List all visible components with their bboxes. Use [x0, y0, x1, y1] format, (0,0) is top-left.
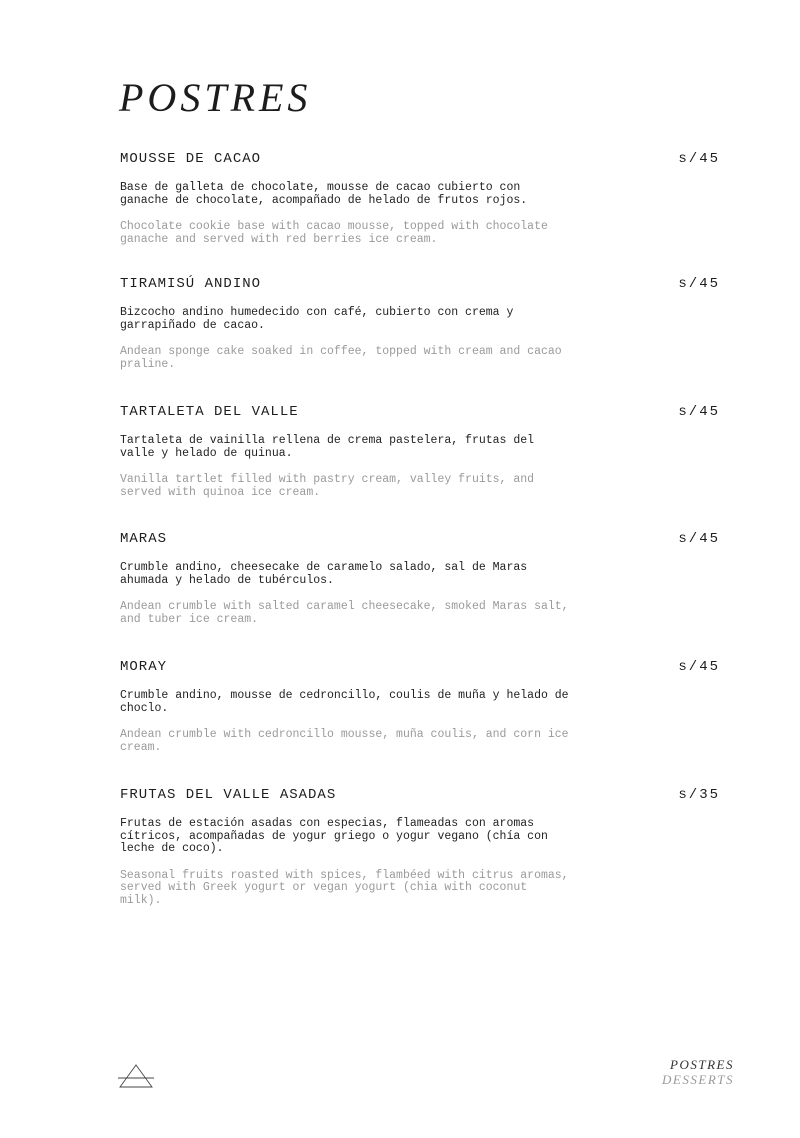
item-description-en: Andean sponge cake soaked in coffee, topped with cream and cacao praline. — [120, 345, 562, 371]
item-name: MORAY — [120, 659, 168, 675]
footer-label-es: POSTRES — [670, 1057, 734, 1072]
triangle-logo-icon — [118, 1063, 154, 1089]
footer-section-label — [662, 1057, 734, 1087]
menu-item — [120, 786, 720, 907]
item-name: MOUSSE DE CACAO — [120, 151, 262, 167]
item-name: TARTALETA DEL VALLE — [120, 404, 299, 420]
item-description-en: Andean crumble with cedroncillo mousse, muña coulis, and corn ice cream. — [120, 728, 569, 754]
item-description-es: Tartaleta de vainilla rellena de crema pastelera, frutas del valle y helado de quinua. — [120, 434, 535, 460]
item-description-es: Frutas de estación asadas con especias, flameadas con aromas cítricos, acompañadas de yogur griego o yogur vegano (chía con leche de coco). — [120, 817, 548, 855]
item-description-en: Andean crumble with salted caramel cheesecake, smoked Maras salt, and tuber ice cream. — [120, 600, 569, 626]
item-description-en: Chocolate cookie base with cacao mousse, topped with chocolate ganache and served with red berries ice cream. — [120, 220, 548, 246]
item-price: s/45 — [678, 659, 720, 675]
menu-item — [120, 275, 720, 371]
item-name: FRUTAS DEL VALLE ASADAS — [120, 787, 337, 803]
item-description-es: Base de galleta de chocolate, mousse de cacao cubierto con ganache de chocolate, acompañado de helado de frutos rojos. — [120, 181, 528, 207]
footer-label-en: DESSERTS — [662, 1072, 734, 1087]
menu-item — [120, 403, 720, 499]
item-price: s/45 — [678, 276, 720, 292]
page-title: POSTRES — [119, 75, 312, 120]
item-name: TIRAMISÚ ANDINO — [120, 276, 262, 292]
item-description-es: Bizcocho andino humedecido con café, cubierto con crema y garrapiñado de cacao. — [120, 306, 514, 332]
menu-item — [120, 530, 720, 626]
item-description-en: Seasonal fruits roasted with spices, flambéed with citrus aromas, served with Greek yogurt or vegan yogurt (chia with coconut milk). — [120, 868, 569, 907]
menu-item — [120, 658, 720, 754]
item-name: MARAS — [120, 531, 168, 547]
item-price: s/45 — [678, 404, 720, 420]
item-price: s/45 — [678, 531, 720, 547]
item-description-en: Vanilla tartlet filled with pastry cream, valley fruits, and served with quinoa ice cream. — [120, 473, 535, 499]
item-price: s/45 — [678, 151, 720, 167]
item-price: s/35 — [678, 787, 720, 803]
item-description-es: Crumble andino, mousse de cedroncillo, coulis de muña y helado de choclo. — [120, 689, 569, 715]
menu-item — [120, 150, 720, 246]
item-description-es: Crumble andino, cheesecake de caramelo salado, sal de Maras ahumada y helado de tubérculos. — [120, 561, 528, 587]
